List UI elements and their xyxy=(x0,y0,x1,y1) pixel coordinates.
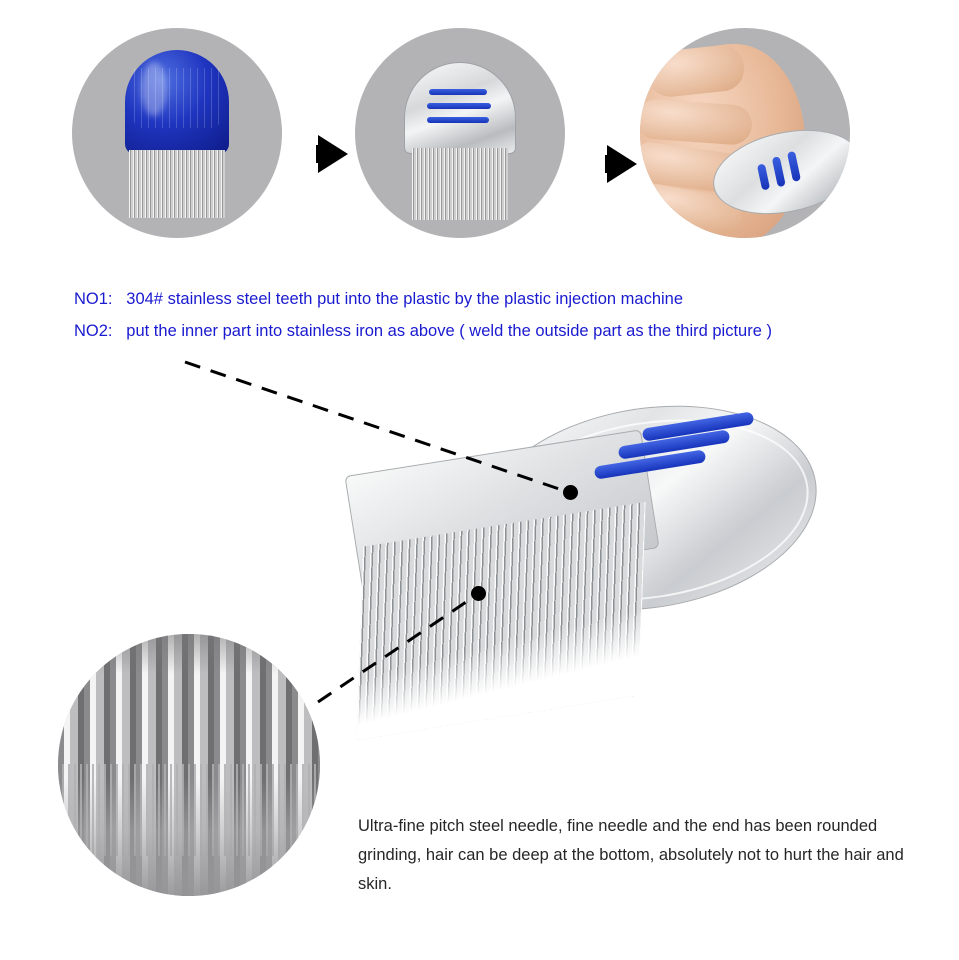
blue-stripe xyxy=(429,89,487,95)
handle-ribs xyxy=(134,68,220,128)
comb-steel-cover-icon xyxy=(355,28,565,238)
blue-stripe xyxy=(787,151,801,182)
note-no2 xyxy=(74,322,772,341)
step-1-photo xyxy=(72,28,282,238)
note-no2-label: NO2: xyxy=(74,322,113,340)
needle-tips-closeup-photo xyxy=(58,634,320,896)
hand-holding-steel-disc-icon xyxy=(640,28,850,238)
steel-teeth xyxy=(412,148,508,220)
steel-head xyxy=(404,62,516,154)
callout-dot-teeth xyxy=(471,586,486,601)
step-3-photo xyxy=(640,28,850,238)
needle-base-shadow xyxy=(58,634,320,674)
step-2-photo xyxy=(355,28,565,238)
note-no1-text: 304# stainless steel teeth put into the plastic by the plastic injection machine xyxy=(126,290,684,308)
closeup-description: Ultra-fine pitch steel needle, fine needle and the end has been rounded grinding, hair can be deep at the bottom, absolutely not to hurt the hair and skin. xyxy=(358,817,904,893)
note-no2-text: put the inner part into stainless iron as above ( weld the outside part as the third picture ) xyxy=(126,322,772,340)
comb-blue-plastic-handle-icon xyxy=(72,28,282,238)
product-illustration xyxy=(330,398,850,738)
arrow-right-icon xyxy=(607,145,637,183)
blue-stripe xyxy=(772,156,786,187)
needle-tip-shadow xyxy=(58,778,320,896)
steel-teeth xyxy=(129,150,225,218)
blue-stripe xyxy=(427,103,491,109)
note-no1 xyxy=(74,290,683,309)
blue-stripe xyxy=(757,163,770,190)
callout-dot-head xyxy=(563,485,578,500)
note-no1-label: NO1: xyxy=(74,290,113,308)
arrow-right-icon xyxy=(318,135,348,173)
finger xyxy=(646,43,746,99)
finger xyxy=(640,98,753,146)
blue-stripe xyxy=(427,117,489,123)
